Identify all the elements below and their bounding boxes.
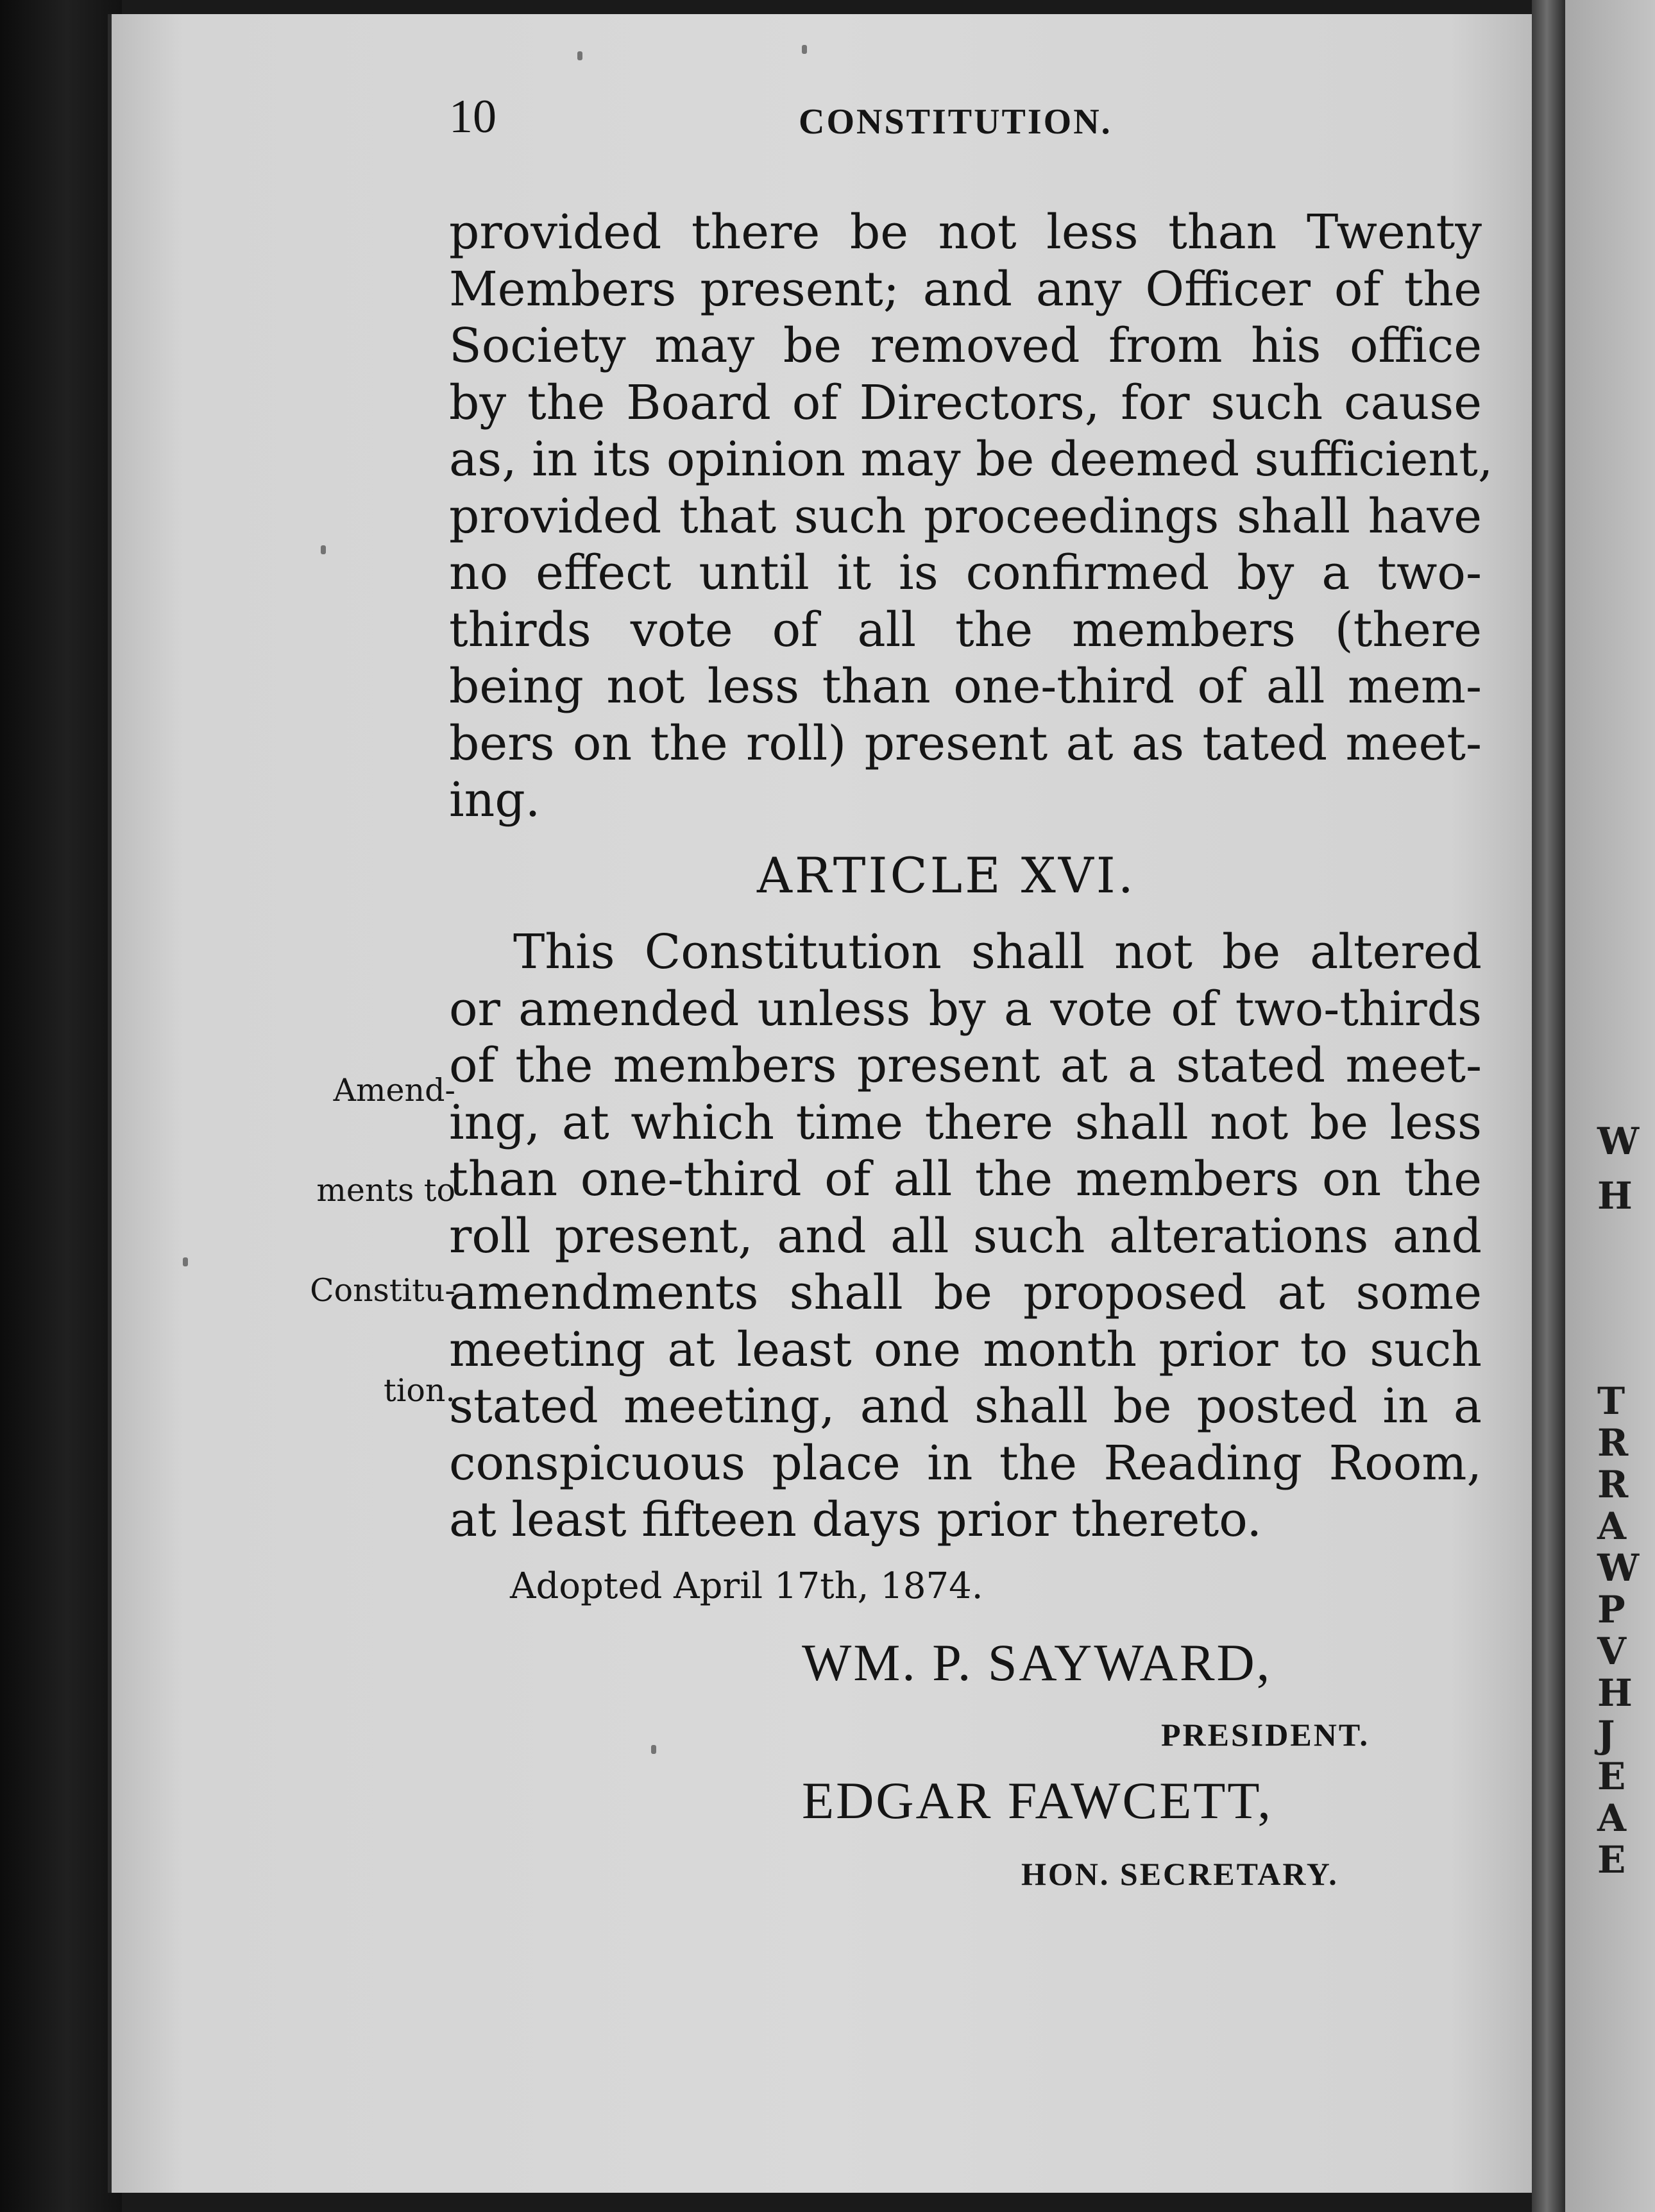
- president-name: WM. P. SAYWARD,: [802, 1633, 1272, 1692]
- facing-page-letter: R: [1597, 1421, 1629, 1465]
- text-line: provided that such proceedings shall have: [449, 488, 1482, 544]
- facing-page-letter: A: [1597, 1796, 1627, 1840]
- adoption-date: Adopted April 17th, 1874.: [510, 1565, 983, 1607]
- facing-page-letter: A: [1597, 1504, 1627, 1548]
- text-line: ing.: [449, 772, 541, 828]
- facing-page-letter: J: [1597, 1713, 1615, 1757]
- facing-page-letter: P: [1597, 1588, 1625, 1631]
- text-line: bers on the roll) present at as tated meet-: [449, 715, 1482, 771]
- text-line: as, in its opinion may be deemed sufficient,: [449, 432, 1493, 487]
- margin-note: [269, 1059, 455, 1459]
- facing-page-edge: [1565, 0, 1655, 2212]
- facing-page-letter: T: [1597, 1379, 1625, 1423]
- secretary-title: HON. SECRETARY.: [1021, 1856, 1339, 1892]
- facing-page-letter: R: [1597, 1463, 1629, 1506]
- text-line: conspicuous place in the Reading Room,: [449, 1435, 1482, 1491]
- text-line: Members present; and any Officer of the: [449, 261, 1482, 317]
- continued-article-text: [449, 204, 1493, 829]
- text-line: being not less than one-third of all mem-: [449, 659, 1482, 714]
- facing-page-letter: W: [1597, 1546, 1640, 1590]
- paper-speck: [183, 1257, 188, 1266]
- text-line: of the members present at a stated meet-: [449, 1038, 1482, 1093]
- margin-note-line: tion.: [384, 1372, 455, 1409]
- text-line: ing, at which time there shall not be less: [449, 1094, 1482, 1150]
- president-title: PRESIDENT.: [1161, 1717, 1370, 1753]
- text-line: amendments shall be proposed at some: [449, 1265, 1482, 1320]
- facing-page-letter: W: [1597, 1119, 1640, 1163]
- paper-speck: [321, 545, 326, 554]
- running-title: CONSTITUTION.: [799, 102, 1112, 142]
- running-header: [449, 90, 1655, 148]
- facing-page-letter: H: [1597, 1174, 1633, 1218]
- text-line: than one-third of all the members on the: [449, 1152, 1482, 1207]
- text-line: roll present, and all such alterations and: [449, 1208, 1482, 1264]
- article-heading: ARTICLE XVI.: [757, 847, 1136, 904]
- text-line: at least fifteen days prior thereto.: [449, 1492, 1262, 1547]
- page-number: 10: [449, 90, 496, 143]
- page-gutter: [1532, 0, 1565, 2212]
- paper-speck: [802, 45, 807, 54]
- margin-note-line: Amend-: [333, 1072, 455, 1109]
- facing-page-letter: H: [1597, 1671, 1633, 1715]
- text-line: stated meeting, and shall be posted in a: [449, 1379, 1482, 1434]
- text-line: provided there be not less than Twenty: [449, 205, 1482, 260]
- article-text: [449, 924, 1482, 1549]
- paper-speck: [577, 51, 582, 60]
- text-line: no effect until it is confirmed by a two-: [449, 545, 1482, 600]
- facing-page-letter: E: [1597, 1755, 1626, 1798]
- text-line: or amended unless by a vote of two-thirds: [449, 981, 1482, 1037]
- margin-note-line: ments to: [316, 1172, 455, 1209]
- secretary-name: EDGAR FAWCETT,: [802, 1771, 1273, 1830]
- text-line: This Constitution shall not be altered: [513, 924, 1482, 980]
- text-line: Society may be removed from his office: [449, 318, 1482, 373]
- facing-page-letter: V: [1597, 1629, 1627, 1673]
- facing-page-letter: E: [1597, 1838, 1626, 1882]
- paper-speck: [651, 1745, 656, 1754]
- text-line: meeting at least one month prior to such: [449, 1322, 1482, 1377]
- book-spine-shadow: [0, 0, 122, 2212]
- text-line: thirds vote of all the members (there: [449, 602, 1482, 658]
- text-line: by the Board of Directors, for such cause: [449, 375, 1482, 430]
- margin-note-line: Constitu-: [310, 1272, 455, 1309]
